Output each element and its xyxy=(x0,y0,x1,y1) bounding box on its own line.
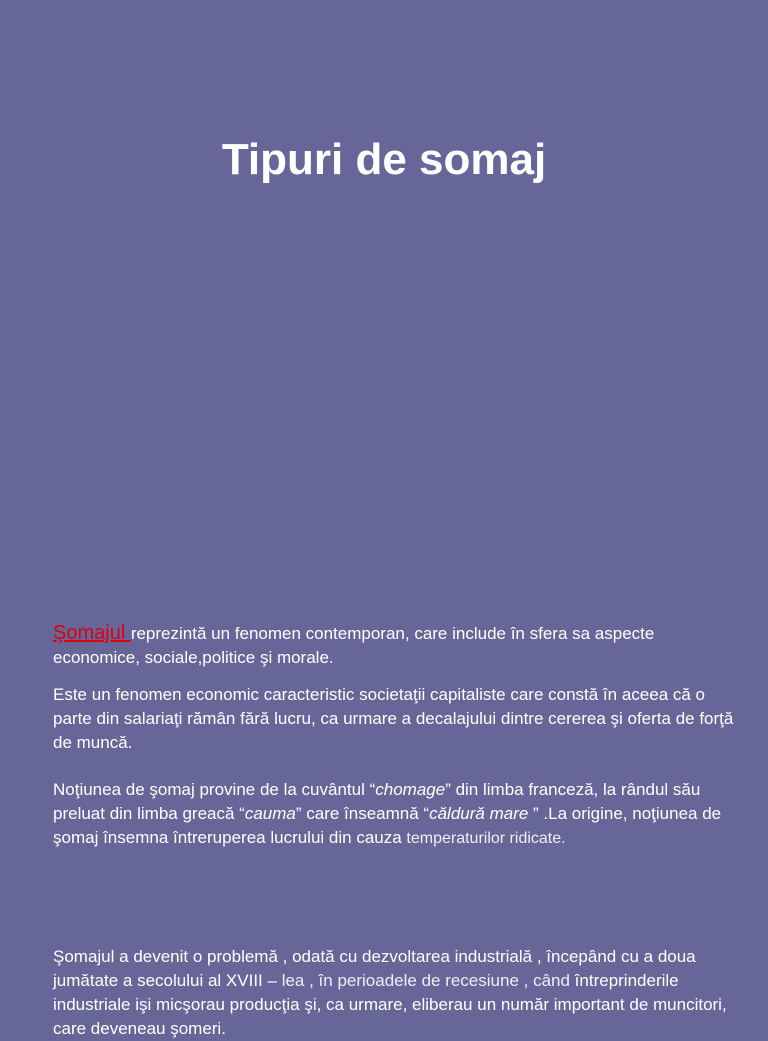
history-text-2: lea , în perioadele de recesiune , când xyxy=(281,971,575,990)
etymology-text-5: temperaturilor ridicate. xyxy=(406,830,566,847)
etymology-text-3: ” care înseamnă “ xyxy=(295,804,430,823)
word-chomage: chomage xyxy=(375,780,446,799)
word-cauma: cauma xyxy=(244,804,296,823)
etymology-text-1: Noţiunea de şomaj provine de la cuvântul “ xyxy=(53,780,376,799)
etymology-text-2: ” din limba franceză, la rândul său preluat din limba greacă “ xyxy=(53,780,701,823)
history-text-1: Şomajul a devenit o problemă , odată cu dezvoltarea industrială , începând cu a doua jumătate a secolului al XVIII – xyxy=(53,947,696,990)
history-text-3: întreprinderile industriale işi micşorau producţia şi, ca urmare, eliberau un număr important de muncitori, care deveneau şomeri. xyxy=(53,971,727,1038)
definition-text: reprezintă un fenomen contemporan, care include în sfera sa aspecte economice, sociale,politice şi morale. xyxy=(53,624,655,667)
paragraph-definition xyxy=(53,621,743,670)
paragraph-etymology xyxy=(53,778,743,851)
etymology-text-4: ” .La origine, noţiunea de şomaj însemna întreruperea lucrului din cauza xyxy=(53,804,722,847)
slide-title: Tipuri de somaj xyxy=(221,135,547,184)
paragraph-characteristic: Este un fenomen economic caracteristic societaţii capitaliste care constă în aceea că o parte din salariaţi rămân fără lucru, ca urmare a decalajului dintre cererea şi oferta de forţă de muncă. xyxy=(53,685,734,752)
term-somajul: Şomajul xyxy=(53,622,131,644)
paragraph-history xyxy=(53,945,743,1041)
word-caldura-mare: căldură mare xyxy=(429,804,529,823)
